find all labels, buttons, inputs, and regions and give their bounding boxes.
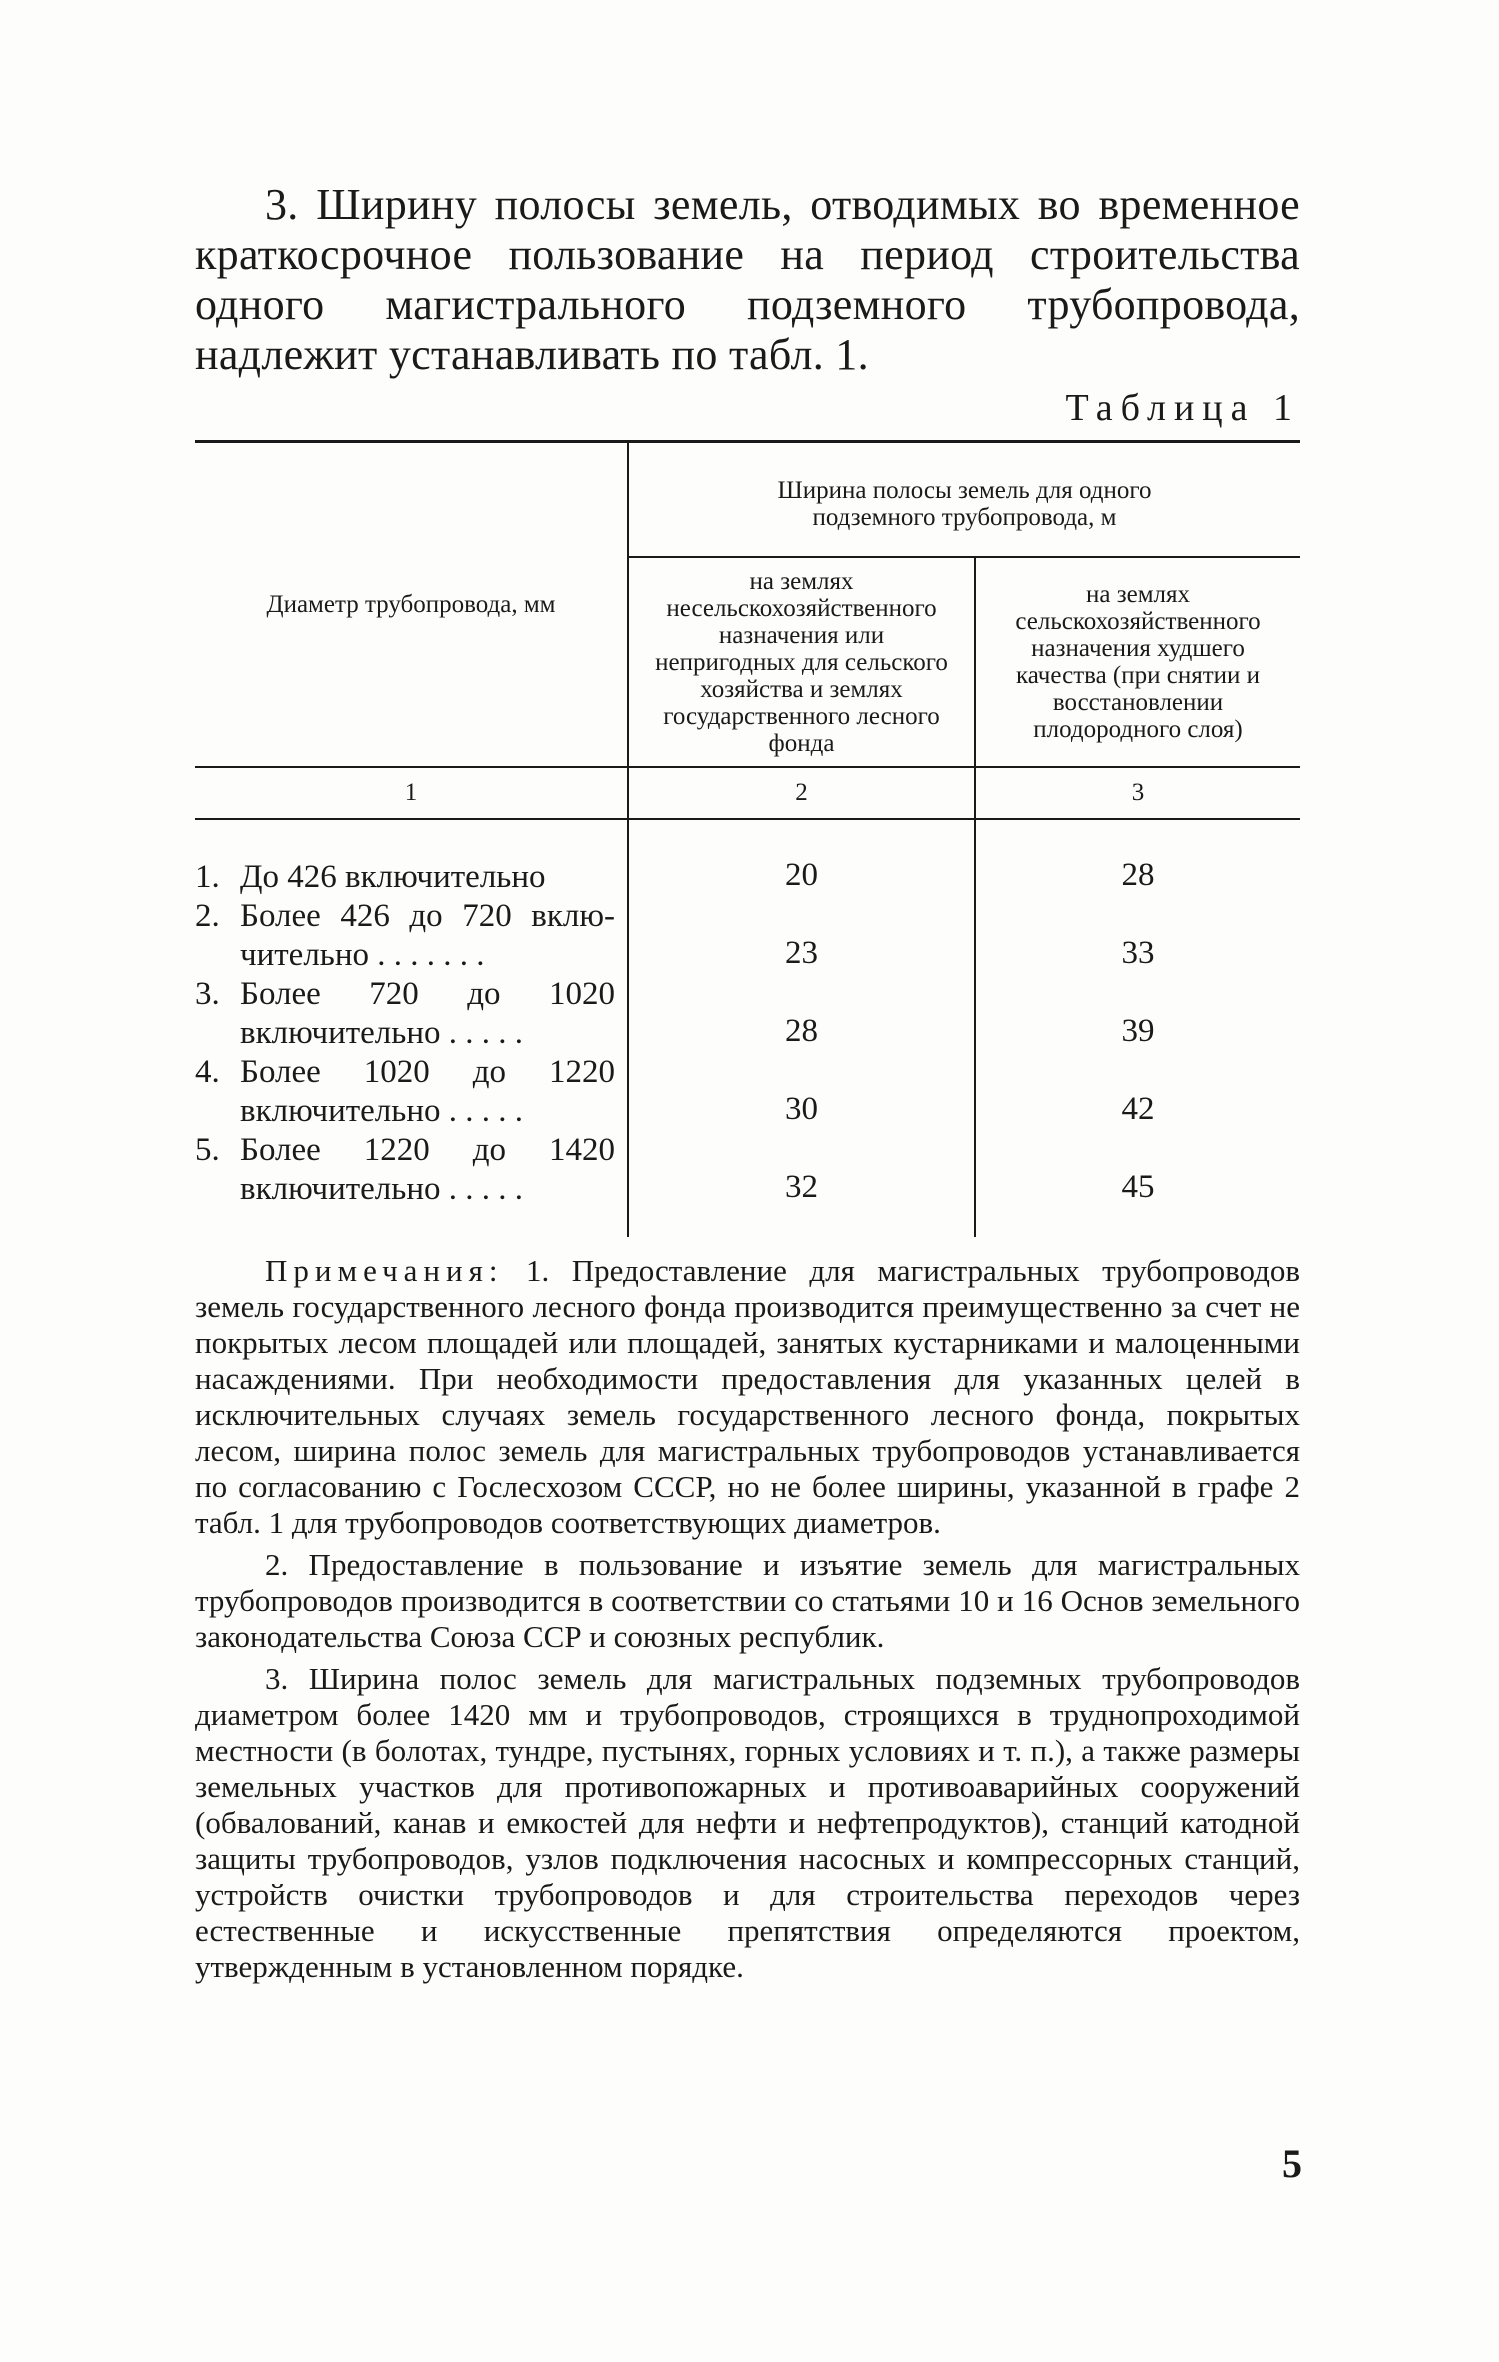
row-value-col2: 20 xyxy=(628,856,975,897)
row-label-cont: включительно . . . . . xyxy=(240,1015,523,1051)
row-label-cont: чительно . . . . . . . xyxy=(240,937,485,973)
table-row xyxy=(195,856,1300,897)
group-header: Ширина полосы земель для одного подземного трубопровода, м xyxy=(777,476,1152,531)
row-label-cont: включительно . . . . . xyxy=(240,1093,523,1129)
col2-header: на землях несельскохозяйственного назначения или непригодных для сельского хозяйства и землях государственного лесного фонда xyxy=(655,567,948,757)
table-row xyxy=(195,975,1300,1053)
col-number-3: 3 xyxy=(975,767,1300,819)
table-row xyxy=(195,1053,1300,1131)
row-label-cont: включительно . . . . . xyxy=(240,1171,523,1207)
row-label: До 426 включительно xyxy=(240,859,546,895)
notes-label: Примечания: xyxy=(265,1253,504,1288)
row-label: Более 720 до 1020 xyxy=(240,976,615,1012)
col3-header: на землях сельскохозяйственного назначения худшего качества (при снятии и восстановлении плодородного слоя) xyxy=(1015,581,1261,743)
table-row xyxy=(195,897,1300,975)
row-value-col2: 30 xyxy=(628,1053,975,1131)
row-value-col3: 33 xyxy=(1121,935,1155,971)
note-1 xyxy=(195,1253,1300,1541)
page-content xyxy=(195,180,1300,1991)
note-1-text: 1. Предоставление для магистральных трубопроводов земель государственного лесного фонда производится преимущественно за счет не покрытых лесом площадей или площадей, занятых кустарниками и малоценными насаждениями. При необходимости предоставления для указанных целей в исключительных случаях земель государственного лесного фонда, покрытых лесом, ширина полос земель для магистральных трубопроводов устанавливается по согласованию с Гослесхозом СССР, но не более ширины, указанной в графе 2 табл. 1 для трубопроводов соответствующих диаметров. xyxy=(195,1253,1301,1540)
note-3: 3. Ширина полос земель для магистральных подземных трубопроводов диаметром более 1420 мм и трубопроводов, строящихся в труднопроходимой местности (в болотах, тундре, пустынях, горных условиях и т. п.), а также размеры земельных участков для противопожарных и противоаварийных сооружений (обвалований, канав и емкостей для нефти и нефтепродуктов), станций катодной защиты трубопроводов, узлов подключения насосных и компрессорных станций, устройств очистки трубопроводов и для строительства переходов через естественные и искусственные препятствия определяются проектом, утвержденным в установленном порядке. xyxy=(195,1661,1300,1984)
intro-paragraph: 3. Ширину полосы земель, отводимых во временное краткосрочное пользование на период строительства одного магистрального подземного трубопровода, надлежит устанавливать по табл. 1. xyxy=(195,180,1300,379)
row-number: 5. xyxy=(195,1132,220,1168)
col-number-2: 2 xyxy=(628,767,975,819)
row-value-col3: 45 xyxy=(1121,1169,1155,1205)
notes-section xyxy=(195,1253,1300,1985)
row-value-col2: 32 xyxy=(628,1131,975,1209)
width-table xyxy=(195,440,1300,1237)
row-value-col3: 39 xyxy=(1121,1013,1155,1049)
row-value-col2: 28 xyxy=(628,975,975,1053)
col-number-1: 1 xyxy=(195,767,628,819)
row-number: 1. xyxy=(195,859,220,895)
row-number: 4. xyxy=(195,1054,220,1090)
row-value-col3: 28 xyxy=(1121,857,1155,893)
row-label: Более 1020 до 1220 xyxy=(240,1054,615,1090)
note-2: 2. Предоставление в пользование и изъятие земель для магистральных трубопроводов производится в соответствии со статьями 10 и 16 Основ земельного законодательства Союза ССР и союзных республик. xyxy=(195,1547,1300,1654)
table-caption: Таблица 1 xyxy=(1065,387,1300,429)
row-number: 3. xyxy=(195,976,220,1012)
table-row xyxy=(195,1131,1300,1209)
col1-header: Диаметр трубопровода, мм xyxy=(195,442,628,768)
row-label: Более 426 до 720 вклю- xyxy=(240,898,615,934)
row-number: 2. xyxy=(195,898,220,934)
row-value-col2: 23 xyxy=(628,897,975,975)
row-label: Более 1220 до 1420 xyxy=(240,1132,615,1168)
row-value-col3: 42 xyxy=(1121,1091,1155,1127)
page-number: 5 xyxy=(1282,2141,1302,2186)
